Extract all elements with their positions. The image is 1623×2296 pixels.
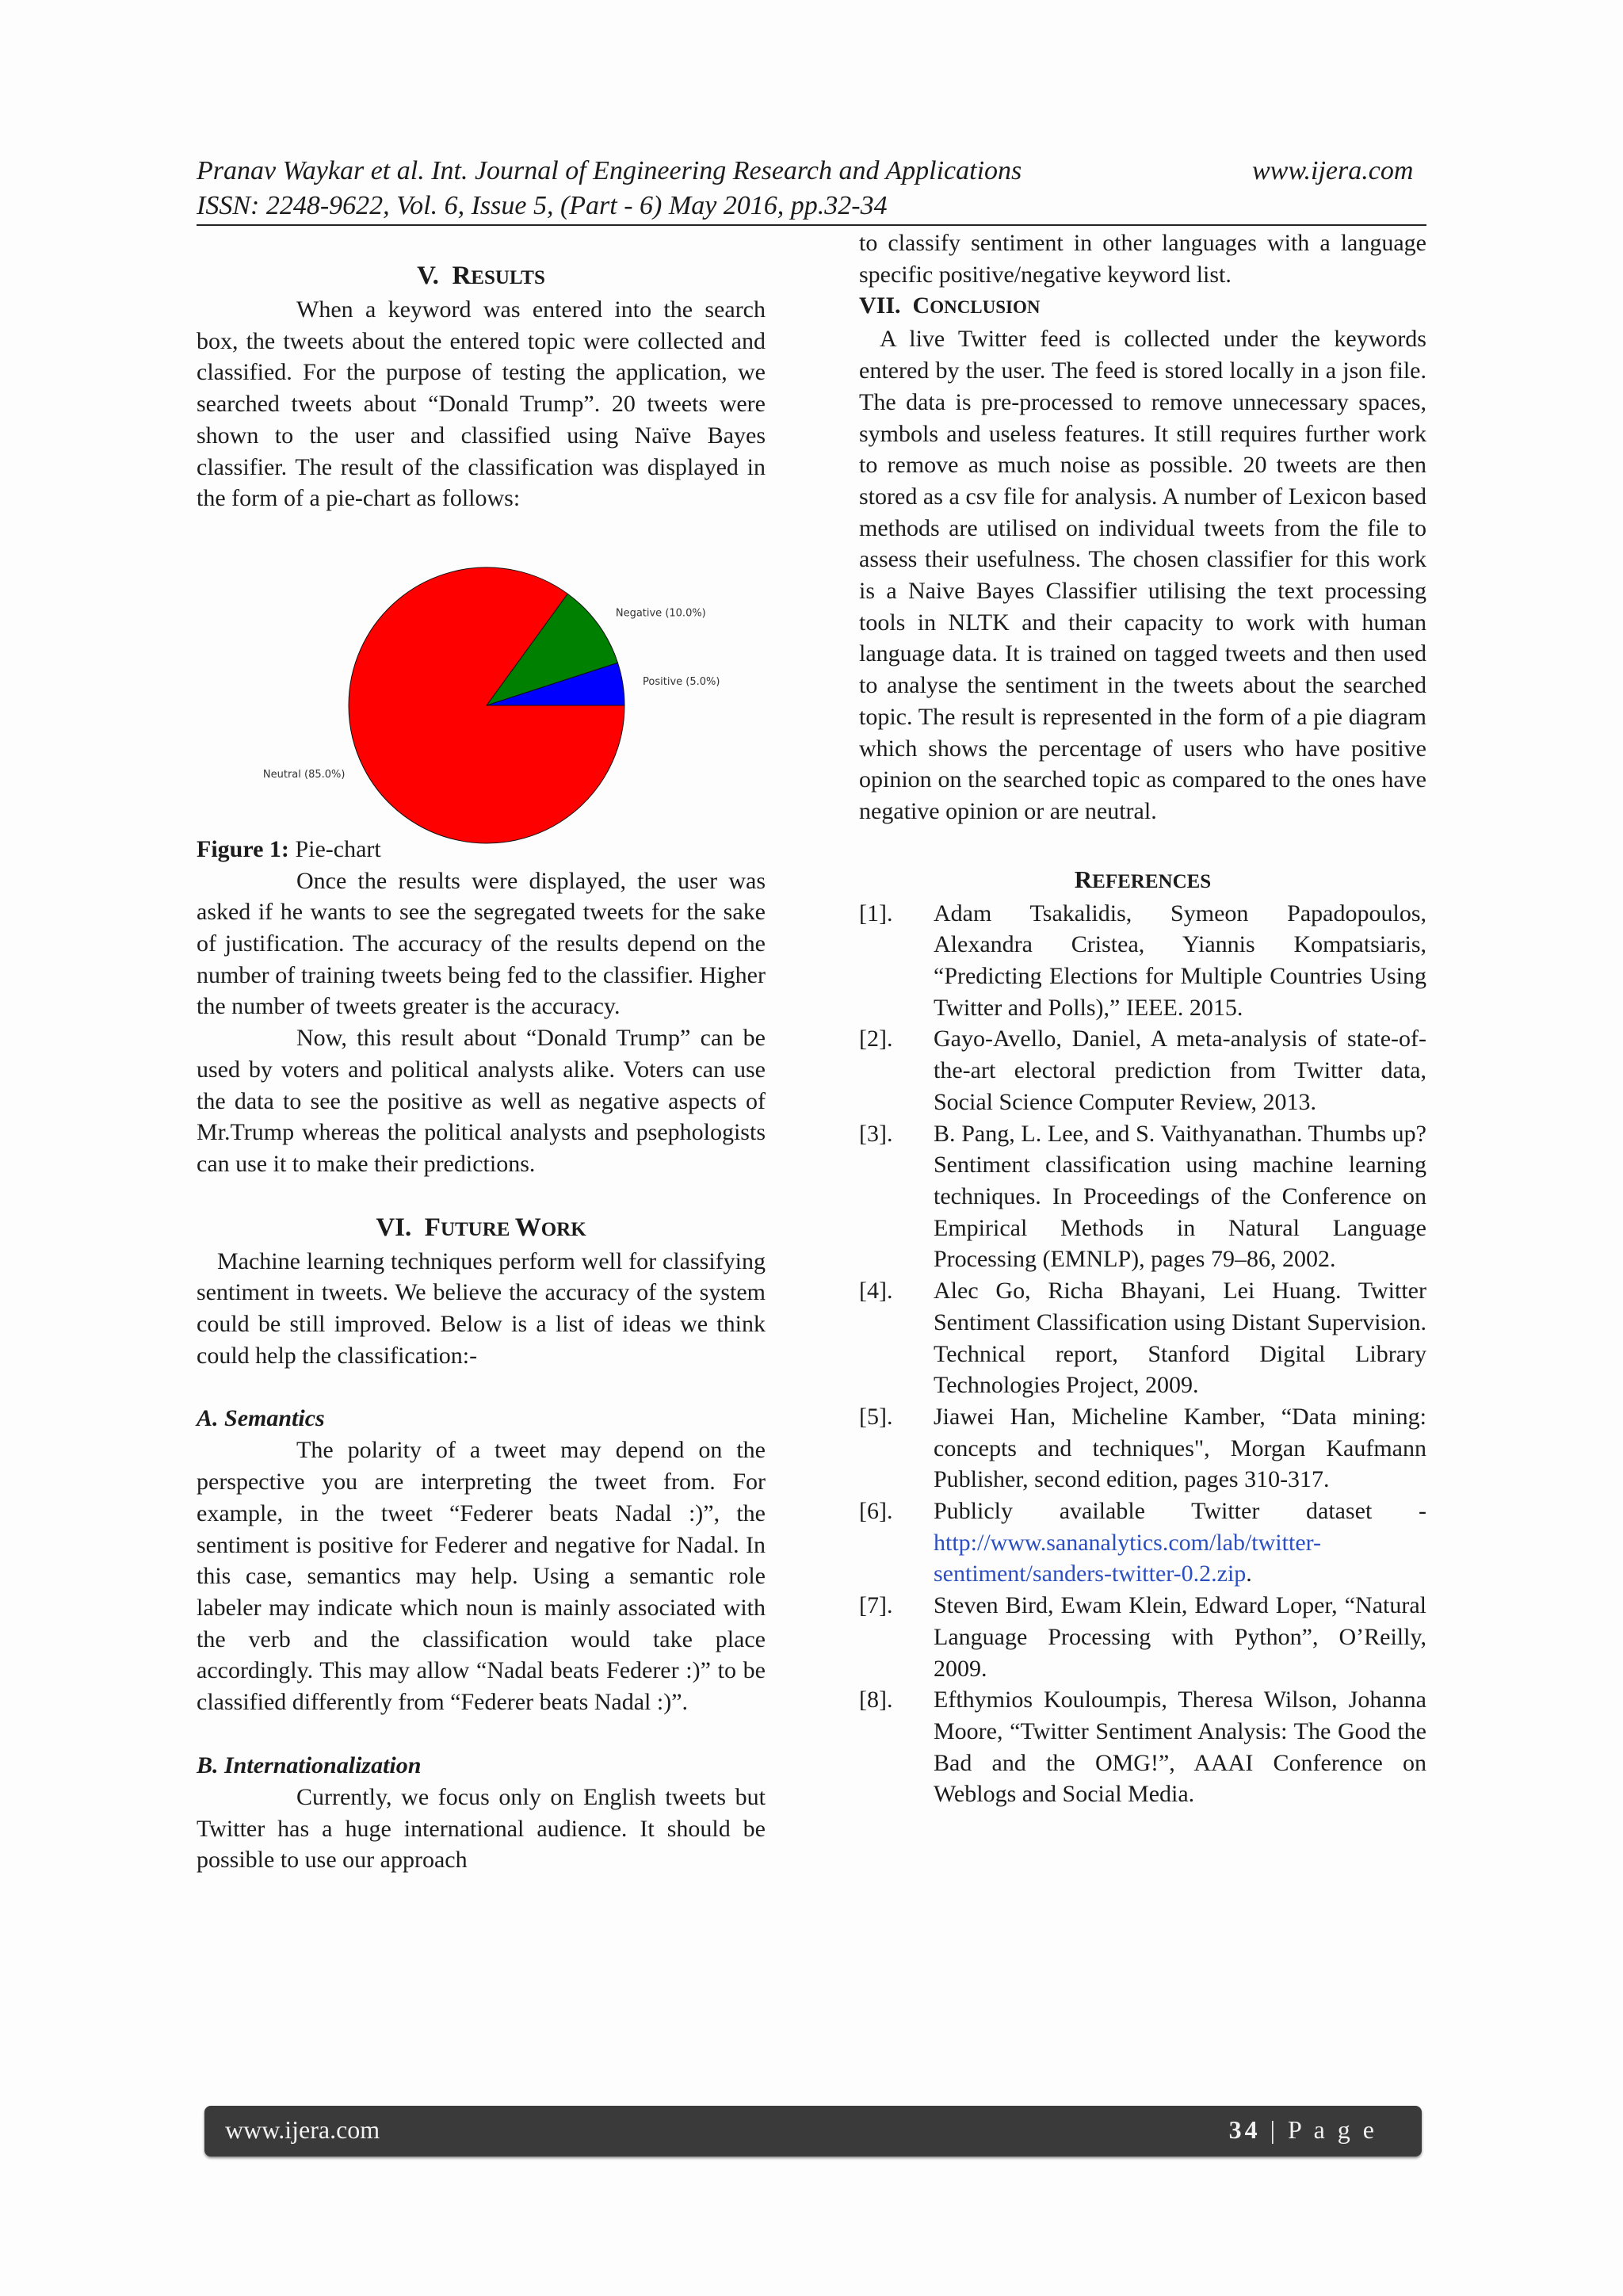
reference-item: [2]. Gayo-Avello, Daniel, A meta-analysis of state-of-the-art electoral prediction from Twitter data, Social Science Computer Review, 2013. xyxy=(859,1026,1426,1115)
reference-item: [8]. Efthymios Kouloumpis, Theresa Wilson, Johanna Moore, “Twitter Sentiment Analysis: The Good the Bad and the OMG!”, AAAI Conference on Weblogs and Social Media. xyxy=(859,1687,1426,1808)
pie-label-neutral: Neutral (85.0%) xyxy=(262,768,346,781)
results-paragraph-3: Now, this result about “Donald Trump” can be used by voters and political analysts alike. Voters can use the data to see the positive as well as negative aspects of Mr.Trump whereas the political analysts and psephologists can use it to make their predictions. xyxy=(197,1025,766,1177)
semantics-paragraph: The polarity of a tweet may depend on the perspective you are interpreting the tweet from. For example, in the tweet “Federer beats Nadal :)”, the sentiment is positive for Federer and negative for Nadal. In this case, semantics may help. Using a semantic role labeler may indicate which noun is mainly associated with the verb and the classification would take place accordingly. This may allow “Nadal beats Federer :)” to be classified differently from “Federer beats Nadal :)”. xyxy=(197,1437,766,1716)
page-footer xyxy=(204,2106,1422,2157)
reference-item: [3]. B. Pang, L. Lee, and S. Vaithyanathan. Thumbs up? Sentiment classification using machine learning techniques. In Proceedings of the Conference on Empirical Methods in Natural Language Processing (EMNLP), pages 79–86, 2002. xyxy=(859,1120,1426,1273)
reference-item: [4]. Alec Go, Richa Bhayani, Lei Huang. Twitter Sentiment Classification using Distant Supervision. Technical report, Stanford Digital Library Technologies Project, 2009. xyxy=(859,1278,1426,1399)
running-header-site: www.ijera.com xyxy=(1252,156,1414,185)
pie-chart-svg xyxy=(262,547,753,864)
conclusion-heading: VII. CONCLUSION xyxy=(859,292,1041,319)
references-heading: REFERENCES xyxy=(1074,865,1212,893)
reference-item: [1]. Adam Tsakalidis, Symeon Papadopoulos, Alexandra Cristea, Yiannis Kompatsiaris, “Predicting Elections for Multiple Countries Using Twitter and Polls),” IEEE. 2015. xyxy=(859,900,1426,1021)
right-column xyxy=(859,227,1426,1810)
internationalization-paragraph: Currently, we focus only on English tweets but Twitter has a huge international audience. It should be possible to use our approach xyxy=(197,1783,766,1874)
figure-1-pie-chart xyxy=(262,547,753,864)
results-paragraph-2: Once the results were displayed, the user was asked if he wants to see the segregated tweets for the sake of justification. The accuracy of the results depend on the number of training tweets being fed to the classifier. Higher the number of tweets greater is the accuracy. xyxy=(197,867,766,1020)
pie-label-positive: Positive (5.0%) xyxy=(643,676,720,689)
internationalization-subheading: B. Internationalization xyxy=(197,1752,422,1778)
pie-label-negative: Negative (10.0%) xyxy=(615,607,706,620)
reference-item: [6]. Publicly available Twitter dataset - http://www.sananalytics.com/lab/twitter-sentiment/sanders-twitter-0.2.zip. xyxy=(859,1498,1426,1587)
running-header-issn: ISSN: 2248-9622, Vol. 6, Issue 5, (Part - 6) May 2016, pp.32-34 xyxy=(197,191,888,220)
references-list xyxy=(859,898,1426,1810)
footer-site: www.ijera.com xyxy=(225,2115,380,2144)
dataset-link[interactable]: http://www.sananalytics.com/lab/twitter-sentiment/sanders-twitter-0.2.zip xyxy=(934,1529,1322,1587)
reference-item: [7]. Steven Bird, Ewam Klein, Edward Loper, “Natural Language Processing with Python”, O’Reilly, 2009. xyxy=(859,1592,1426,1682)
figure-caption: Figure 1: Pie-chart xyxy=(197,835,381,862)
footer-page-number: 34 | P a g e xyxy=(1228,2115,1377,2144)
results-paragraph-1: When a keyword was entered into the search box, the tweets about the entered topic were collected and classified. For the purpose of testing the application, we searched tweets about “Donald Trump”. 20 tweets were shown to the user and classified using Naïve Bayes classifier. The result of the classification was displayed in the form of a pie-chart as follows: xyxy=(197,296,766,512)
future-work-heading: VI. FUTURE WORK xyxy=(376,1213,586,1242)
running-header-journal: Pranav Waykar et al. Int. Journal of Engineering Research and Applications xyxy=(197,156,1022,185)
conclusion-paragraph: A live Twitter feed is collected under the keywords entered by the user. The feed is stored locally in a json file. The data is pre-processed to remove unnecessary spaces, symbols and useless features. It still requires further work to remove as much noise as possible. 20 tweets are then stored as a csv file for analysis. A number of Lexicon based methods are utilised on individual tweets from the file to assess their usefulness. The chosen classifier for this work is a Naive Bayes Classifier utilising the text processing tools in NLTK and their capacity to work with human language data. It is trained on tagged tweets and then used to analyse the sentiment in the tweets about the searched topic. The result is represented in the form of a pie diagram which shows the percentage of users who have positive opinion on the searched topic as compared to the ones have negative opinion or are neutral. xyxy=(859,326,1426,824)
internationalization-continued: to classify sentiment in other languages with a language specific positive/negative keyword list. xyxy=(859,230,1426,288)
future-work-intro: Machine learning techniques perform well for classifying sentiment in tweets. We believe the accuracy of the system could be still improved. Below is a list of ideas we think could help the classification:- xyxy=(197,1247,766,1369)
reference-item: [5]. Jiawei Han, Micheline Kamber, “Data mining: concepts and techniques", Morgan Kaufmann Publisher, second edition, pages 310-317. xyxy=(859,1403,1426,1493)
results-heading: V. RESULTS xyxy=(417,262,545,290)
semantics-subheading: A. Semantics xyxy=(197,1405,325,1432)
left-column xyxy=(197,260,766,1876)
header-rule xyxy=(197,224,1426,226)
